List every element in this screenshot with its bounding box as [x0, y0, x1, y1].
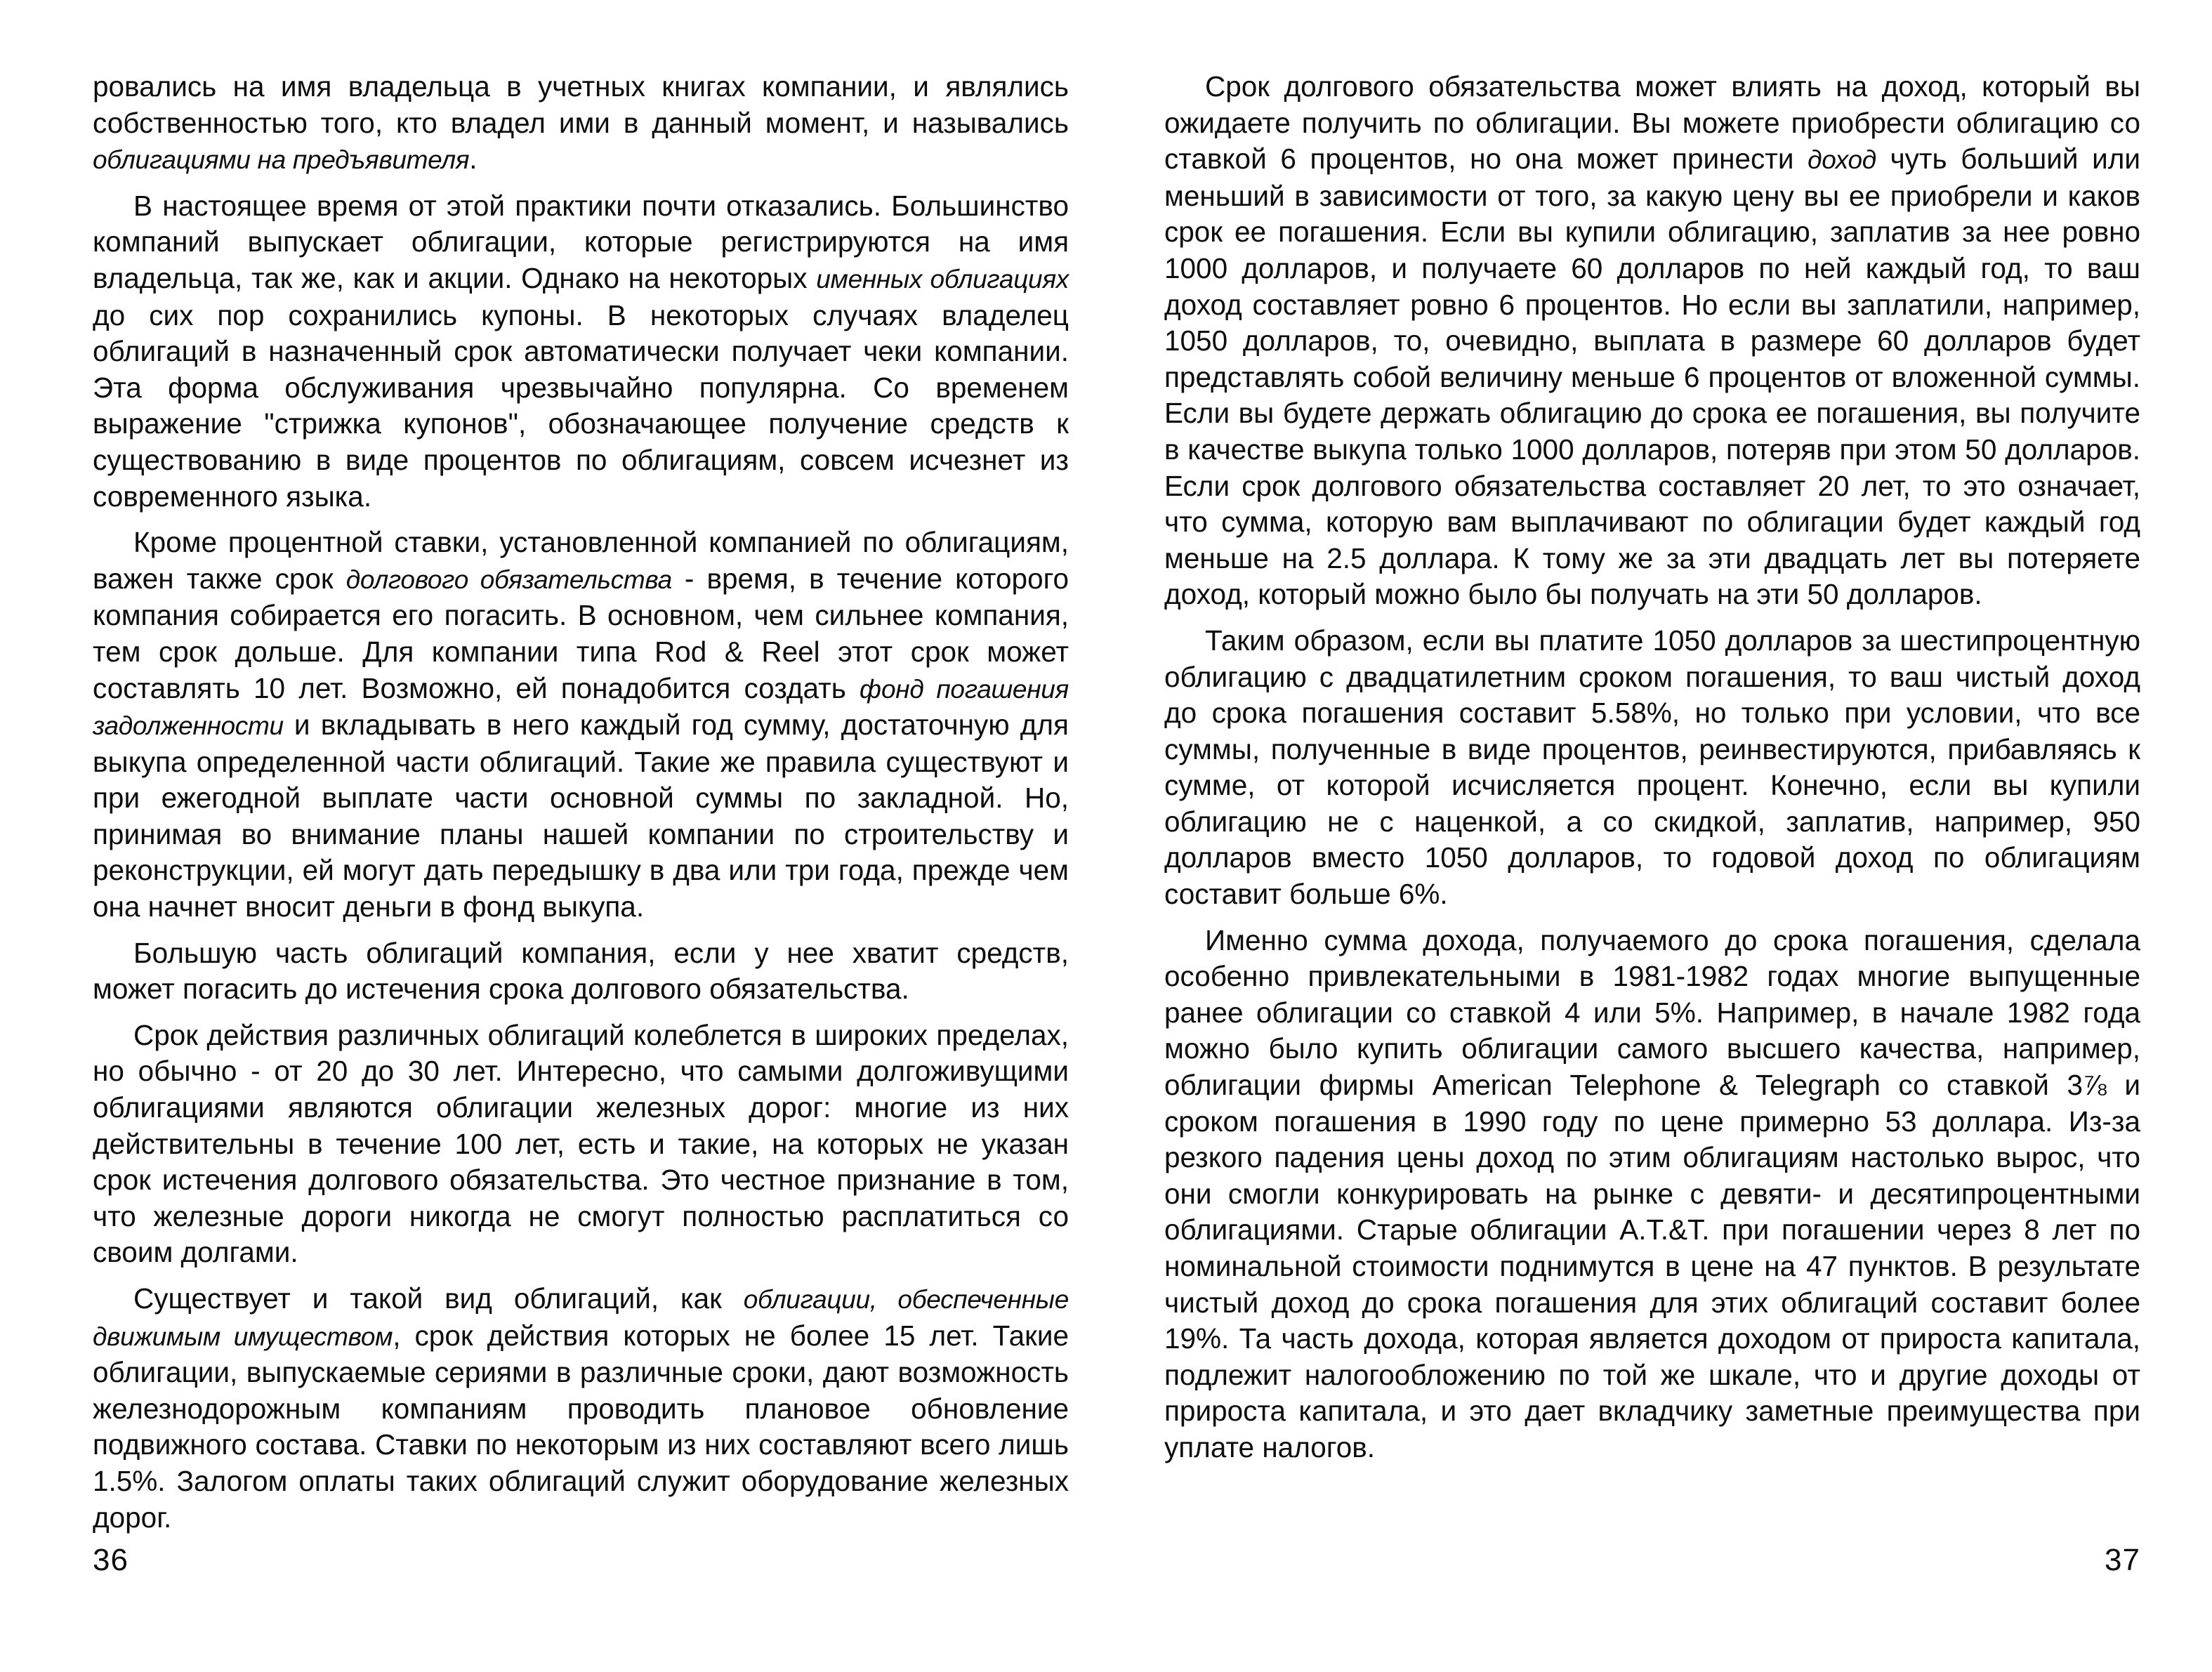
- italic-term: именных облигациях: [816, 264, 1069, 294]
- page-number: 37: [2105, 1543, 2140, 1577]
- paragraph: В настоящее время от этой практики почти отказались. Большинство компаний выпускает облигации, которые регистрируются на имя владельца, так же, как и акции. Однако на некоторых именных облигациях до сих пор сохранились купоны. В некоторых случаях владелец облигаций в назначенный срок автоматически получает чеки компании. Эта форма обслуживания чрезвычайно популярна. Со временем выражение "стрижка купонов", обозначающее получение средств к существованию в виде процентов по облигациям, совсем исчезнет из современного языка.: [93, 189, 1069, 513]
- right-page-text: [1164, 69, 2140, 1466]
- italic-term: доход: [1808, 145, 1876, 175]
- italic-term: облигации, обеспеченные движимым имуществом: [93, 1285, 1069, 1351]
- paragraph: Именно сумма дохода, получаемого до срока погашения, сделала особенно привлекательными в 1981-1982 годах многие выпущенные ранее облигации со ставкой 4 или 5%. Например, в начале 1982 года можно было купить облигации самого высшего качества, например, облигации фирмы American Telephone & Telegraph со ставкой 3⅞ и сроком погашения в 1990 году по цене примерно 53 доллара. Из-за резкого падения цены доход по этим облигациям настолько вырос, что они смогли конкурировать на рынке с девяти- и десятипроцентными облигациями. Старые облигации A.T.&T. при погашении через 8 лет по номинальной стоимости поднимутся в цене на 47 пунктов. В результате чистый доход до срока погашения для этих облигаций составит более 19%. Та часть дохода, которая является доходом от прироста капитала, подлежит налогообложению по той же шкале, что и другие доходы от прироста капитала, и это дает вкладчику заметные преимущества при уплате налогов.: [1164, 923, 2140, 1463]
- italic-term: фонд погашения задолженности: [93, 674, 1069, 741]
- right-page: [1164, 69, 2140, 1579]
- paragraph: ровались на имя владельца в учетных книгах компании, и являлись собственностью того, кто владел ими в данный момент, и назывались облигациями на предъявителя.: [93, 70, 1069, 176]
- left-page-text: [93, 69, 1069, 1536]
- paragraph: Срок долгового обязательства может влиять на доход, который вы ожидаете получить по облигации. Вы можете приобрести облигацию со ставкой 6 процентов, но она может принести доход чуть больший или меньший в зависимости от того, за какую цену вы ее приобрели и каков срок ее погашения. Если вы купили облигацию, заплатив за нее ровно 1000 долларов, и получаете 60 долларов по ней каждый год, то ваш доход составляет ровно 6 процентов. Но если вы заплатили, например, 1050 долларов, то, очевидно, выплата в размере 60 долларов будет представлять собой величину меньше 6 процентов от вложенной суммы. Если вы будете держать облигацию до срока ее погашения, вы получите в качестве выкупа только 1000 долларов, потеряв при этом 50 долларов. Если срок долгового обязательства составляет 20 лет, то это означает, что сумма, которую вам выплачивают по облигации будет каждый год меньше на 2.5 доллара. К тому же за эти двадцать лет вы потеряете доход, который можно было бы получать на эти 50 долларов.: [1164, 70, 2141, 611]
- page-number: 36: [93, 1543, 129, 1577]
- paragraph: Таким образом, если вы платите 1050 долларов за шестипроцентную облигацию с двадцатилетним сроком погашения, то ваш чистый доход до срока погашения составит 5.58%, но только при условии, что все суммы, полученные в виде процентов, реинвестируются, прибавляясь к сумме, от которой исчисляется процент. Конечно, если вы купили облигацию не с наценкой, а со скидкой, заплатив, например, 950 долларов вместо 1050 долларов, то годовой доход по облигациям составит больше 6%.: [1164, 624, 2140, 911]
- paragraph: Срок действия различных облигаций колеблется в широких пределах, но обычно - от 20 до 30 лет. Интересно, что самыми долгоживущими облигациями являются облигации железных дорог: многие из них действительны в течение 100 лет, есть и такие, на которых не указан срок истечения долгового обязательства. Это честное признание в том, что железные дороги никогда не смогут полностью расплатиться со своим долгами.: [93, 1018, 1069, 1269]
- paragraph: Большую часть облигаций компания, если у нее хватит средств, может погасить до истечения срока долгового обязательства.: [93, 936, 1069, 1006]
- left-page: [93, 69, 1069, 1579]
- italic-term: облигациями на предъявителя: [93, 145, 470, 175]
- paragraph: Существует и такой вид облигаций, как облигации, обеспеченные движимым имуществом, срок действия которых не более 15 лет. Такие облигации, выпускаемые сериями в различные сроки, дают возможность железнодорожным компаниям проводить плановое обновление подвижного состава. Ставки по некоторым из них составляют всего лишь 1.5%. Залогом оплаты таких облигаций служит оборудование железных дорог.: [93, 1282, 1069, 1534]
- paragraph: Кроме процентной ставки, установленной компанией по облигациям, важен также срок долгового обязательства - время, в течение которого компания собирается его погасить. В основном, чем сильнее компания, тем срок дольше. Для компании типа Rod & Reel этот срок может составлять 10 лет. Возможно, ей понадобится создать фонд погашения задолженности и вкладывать в него каждый год сумму, достаточную для выкупа определенной части облигаций. Такие же правила существуют и при ежегодной выплате части основной суммы по закладной. Но, принимая во внимание планы нашей компании по строительству и реконструкции, ей могут дать передышку в два или три года, прежде чем она начнет вносит деньги в фонд выкупа.: [93, 526, 1069, 923]
- italic-term: долгового обязательства: [345, 565, 672, 594]
